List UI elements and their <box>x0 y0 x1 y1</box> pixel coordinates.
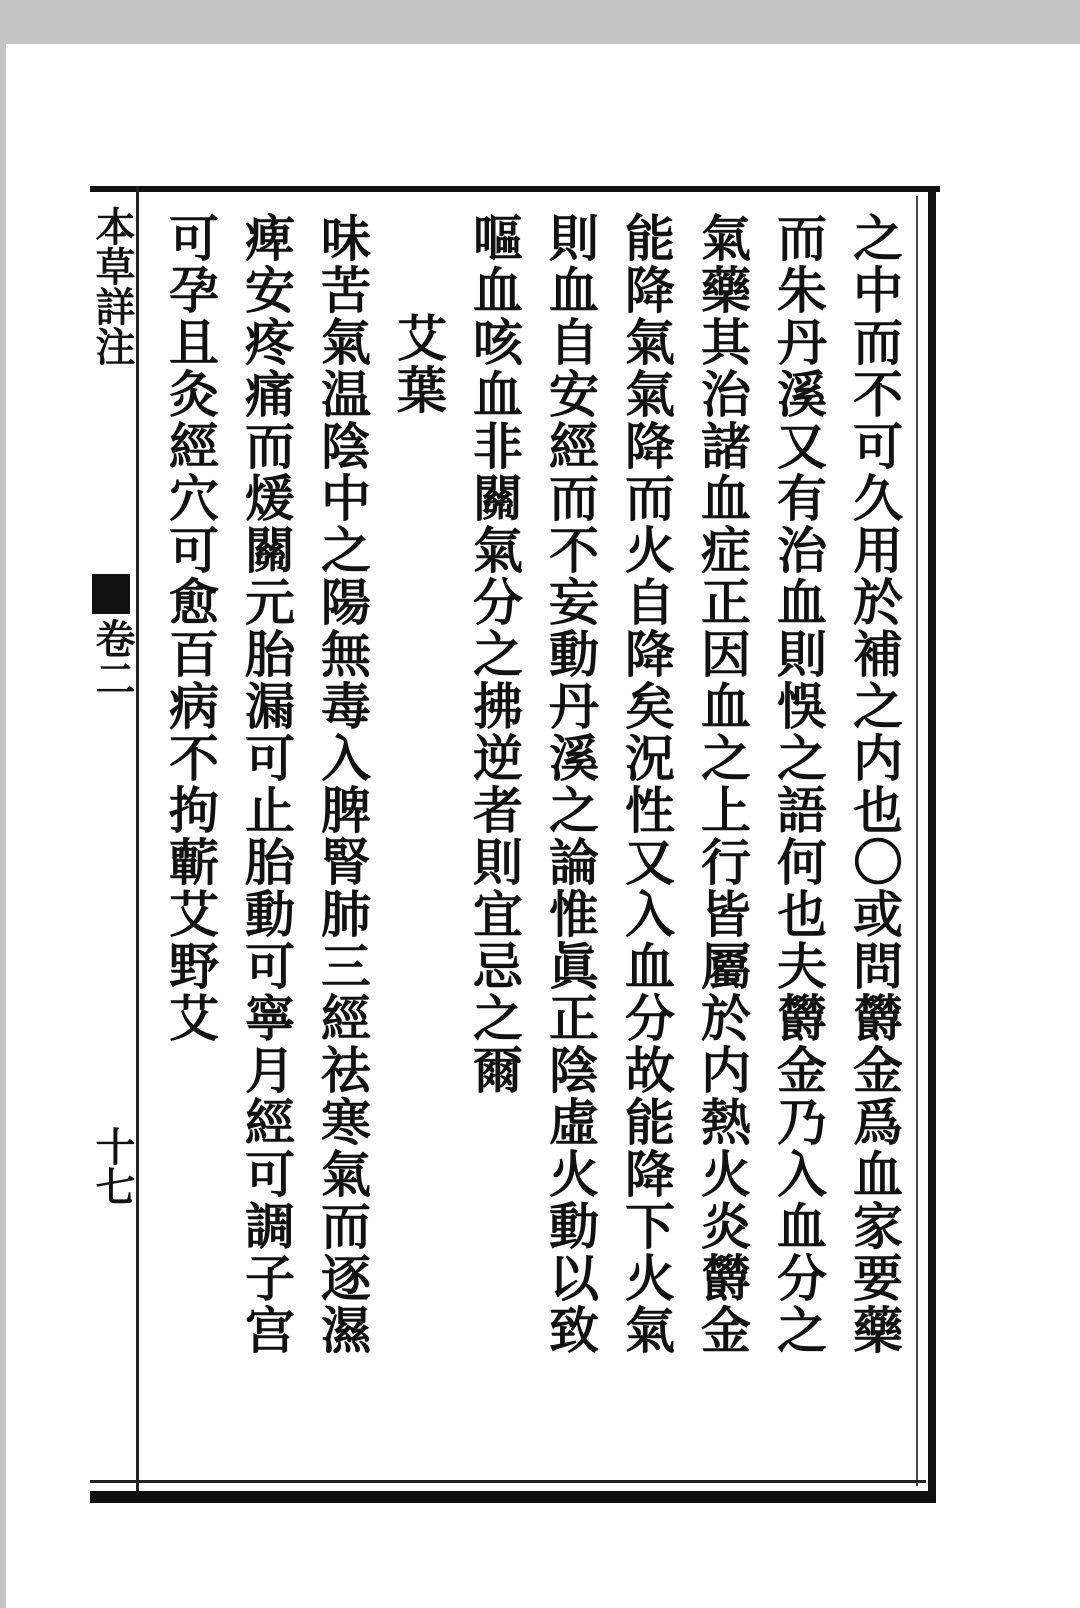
entry-heading: 艾葉 <box>389 312 448 416</box>
centerfold-margin <box>90 206 134 1476</box>
text-column: 而朱丹溪又有治血則悞之語何也夫欝金乃入血分之 <box>769 212 828 1356</box>
page-frame <box>6 44 1080 1608</box>
right-inner-rule <box>916 196 918 1486</box>
volume-label: 卷二 <box>89 618 136 698</box>
top-border-rule <box>90 186 940 192</box>
text-column: 則血自安經而不妄動丹溪之論惟眞正陰虛火動以致 <box>541 212 600 1356</box>
text-column: 之中而不可久用於補之内也〇或問欝金爲血家要藥 <box>845 212 904 1356</box>
text-column: 可孕且灸經穴可愈百病不拘蘄艾野艾 <box>161 212 220 1044</box>
centerfold-rule <box>136 186 139 1491</box>
fishtail-mark <box>92 574 130 614</box>
text-column: 嘔血咳血非關氣分之拂逆者則宜忌之爾 <box>465 212 524 1096</box>
folio-number: 十七 <box>89 1126 136 1206</box>
bottom-border-rule <box>90 1491 932 1503</box>
printed-page <box>90 186 962 1516</box>
text-column: 氣藥其治諸血症正因血之上行皆屬於内熱火炎欝金 <box>693 212 752 1356</box>
text-body <box>142 212 912 1472</box>
text-column: 味苦氣温陰中之陽無毒入脾腎肺三經祛寒氣而逐濕 <box>313 212 372 1356</box>
text-column: 痺安疼痛而煖關元胎漏可止胎動可寧月經可調子宫 <box>237 212 296 1356</box>
right-border-rule <box>928 186 936 1503</box>
book-title: 本草詳注 <box>89 206 136 366</box>
text-column: 能降氣氣降而火自降矣況性又入血分故能降下火氣 <box>617 212 676 1356</box>
bottom-inner-rule <box>90 1480 926 1483</box>
